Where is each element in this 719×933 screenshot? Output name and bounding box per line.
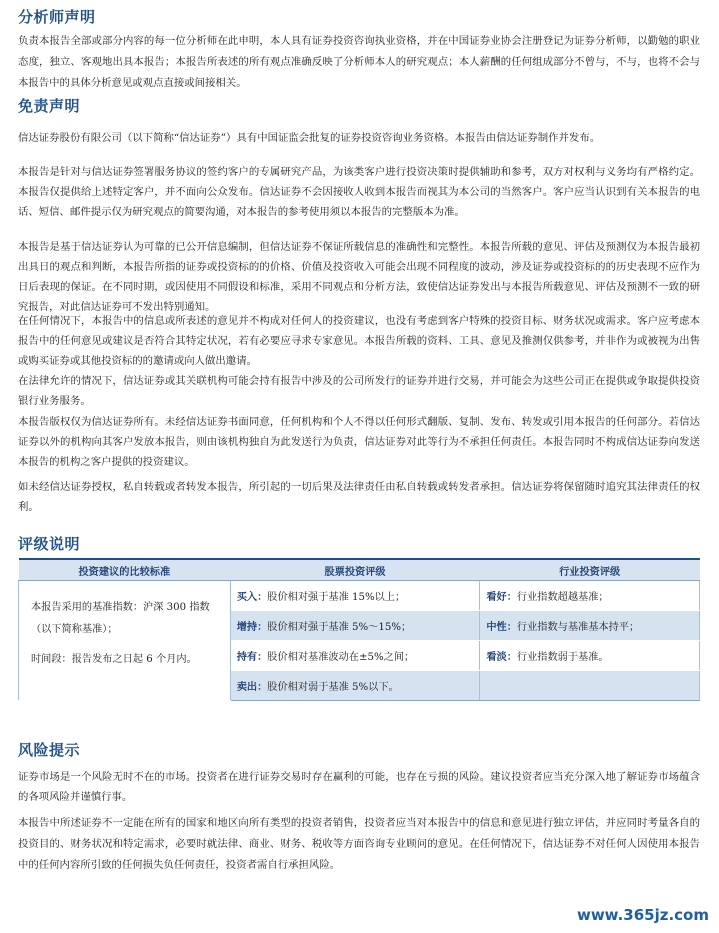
- risk-paragraph-1: 证券市场是一个风险无时不在的市场。投资者在进行证券交易时存在赢利的可能，也存在亏损的风险。建议投资者应当充分深入地了解证券市场蕴含的各项风险并谨慎行事。: [18, 771, 700, 803]
- benchmark-index: 本报告采用的基准指数：沪深 300 指数（以下简称基准）；: [31, 602, 210, 635]
- disclaimer-paragraph-6: 本报告版权仅为信达证券所有。未经信达证券书面同意，任何机构和个人不得以任何形式翻版、复制、发布、转发或引用本报告的任何部分。若信达证券以外的机构向其客户发放本报告，则由该机构独自为此发送行为负责，信达证券对此等行为不承担任何责任。本报告同时不构成信达证券向发送本报告的机构之客户提供的投资建议。: [18, 416, 700, 468]
- watermark-url: www.365jz.com: [576, 906, 709, 924]
- time-period: 时间段：报告发布之日起 6 个月内。: [31, 654, 197, 665]
- rating-table: [18, 558, 700, 701]
- risk-paragraph-2: 本报告中所述证券不一定能在所有的国家和地区向所有类型的投资者销售，投资者应当对本报告中的信息和意见进行独立评估，并应同时考量各自的投资目的、财务状况和特定需求，必要时就法律、商业、财务、税收等方面咨询专业顾问的意见。在任何情况下，信达证券不对任何人因使用本报告中的任何内容所引致的任何损失负任何责任，投资者需自行承担风险。: [18, 817, 700, 871]
- disclaimer-paragraph-5: 在法律允许的情况下，信达证券或其关联机构可能会持有报告中涉及的公司所发行的证券并进行交易，并可能会为这些公司正在提供或争取提供投资银行业务服务。: [18, 375, 700, 407]
- stock-rating-hold: 持有：股价相对基准波动在±5%之间；: [230, 641, 480, 671]
- header-stock-rating: 股票投资评级: [230, 559, 480, 581]
- risk-title: 风险提示: [18, 741, 81, 759]
- disclaimer-title: 免责声明: [18, 97, 81, 115]
- industry-rating-negative: 看淡：行业指数弱于基准。: [480, 641, 700, 671]
- industry-rating-neutral: 中性：行业指数与基准基本持平；: [480, 611, 700, 641]
- header-comparison-standard: 投资建议的比较标准: [19, 559, 231, 581]
- rating-table-header: [19, 559, 700, 581]
- rating-title: 评级说明: [18, 535, 81, 553]
- disclaimer-paragraph-2: 本报告是针对与信达证券签署服务协议的签约客户的专属研究产品，为该类客户进行投资决策时提供辅助和参考，双方对权利与义务均有严格约定。本报告仅提供给上述特定客户，并不面向公众发布。信达证券不会因接收人收到本报告而视其为本公司的当然客户。客户应当认识到有关本报告的电话、短信、邮件提示仅为研究观点的简要沟通，对本报告的参考使用须以本报告的完整版本为准。: [18, 166, 700, 218]
- industry-rating-positive: 看好：行业指数超越基准；: [480, 581, 700, 611]
- disclaimer-paragraph-1: 信达证券股份有限公司（以下简称“信达证券”）具有中国证监会批复的证券投资咨询业务资格。本报告由信达证券制作并发布。: [18, 132, 601, 144]
- header-industry-rating: 行业投资评级: [480, 559, 700, 581]
- disclaimer-paragraph-3: 本报告是基于信达证券认为可靠的已公开信息编制，但信达证券不保证所载信息的准确性和完整性。本报告所载的意见、评估及预测仅为本报告最初出具日的观点和判断，本报告所指的证券或投资标的的价格、价值及投资收入可能会出现不同程度的波动，涉及证券或投资标的的历史表现不应作为日后表现的保证。在不同时期，或因使用不同假设和标准，采用不同观点和分析方法，致使信达证券发出与本报告所载意见、评估及预测不一致的研究报告，对此信达证券可不发出特别通知。: [18, 241, 700, 313]
- disclaimer-paragraph-7: 如未经信达证券授权，私自转载或者转发本报告，所引起的一切后果及法律责任由私自转载或转发者承担。信达证券将保留随时追究其法律责任的权利。: [18, 481, 700, 513]
- analyst-statement-title: 分析师声明: [18, 8, 96, 26]
- analyst-statement-body: 负责本报告全部或部分内容的每一位分析师在此申明，本人具有证券投资咨询执业资格，并在中国证券业协会注册登记为证券分析师，以勤勉的职业态度，独立、客观地出具本报告；本报告所表述的所有观点准确反映了分析师本人的研究观点；本人薪酬的任何组成部分不曾与，不与，也将不会与本报告中的具体分析意见或观点直接或间接相关。: [18, 35, 700, 89]
- benchmark-basis: [19, 581, 231, 701]
- stock-rating-sell: 卖出：股价相对弱于基准 5%以下。: [230, 671, 480, 701]
- stock-rating-accumulate: 增持：股价相对强于基准 5%～15%；: [230, 611, 480, 641]
- disclaimer-paragraph-4: 在任何情况下，本报告中的信息或所表述的意见并不构成对任何人的投资建议，也没有考虑到客户特殊的投资目标、财务状况或需求。客户应考虑本报告中的任何意见或建议是否符合其特定状况，若有必要应寻求专家意见。本报告所载的资料、工具、意见及推测仅供参考，并非作为或被视为出售或购买证券或其他投资标的的邀请或向人做出邀请。: [18, 315, 700, 367]
- industry-rating-empty: [480, 671, 700, 701]
- stock-rating-buy: 买入：股价相对强于基准 15%以上；: [230, 581, 480, 611]
- table-row: [19, 581, 700, 611]
